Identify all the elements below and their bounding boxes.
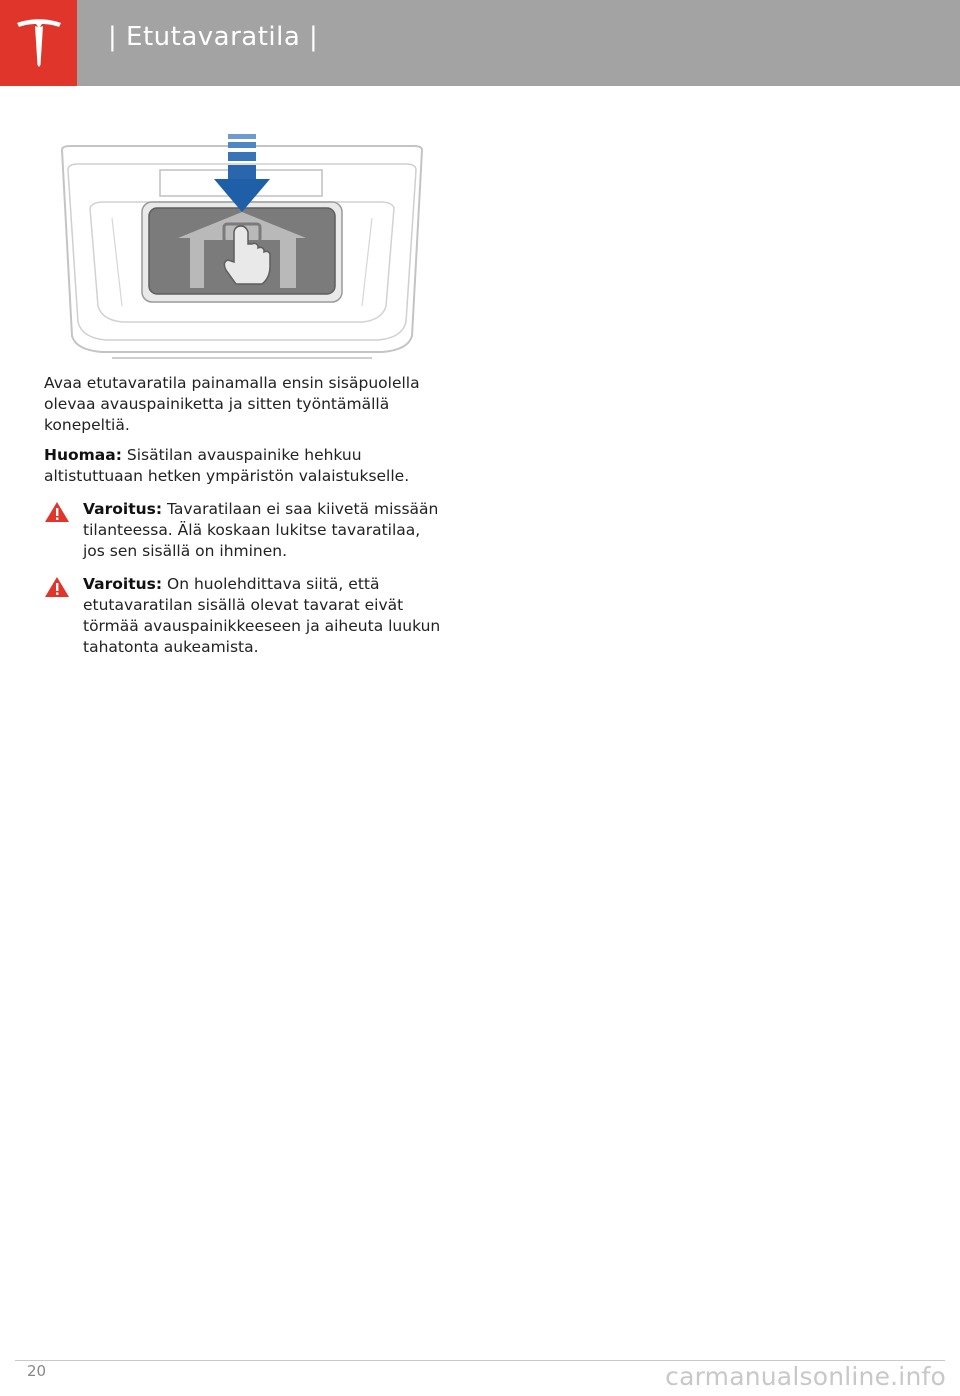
- logo-box: [0, 0, 77, 86]
- intro-paragraph: Avaa etutavaratila painamalla ensin sisäpuolella olevaa avauspainiketta ja sitten työntämällä konepeltiä.: [44, 374, 420, 434]
- page-number: 20: [27, 1362, 47, 1380]
- warning-block: [44, 499, 444, 562]
- warning-block: [44, 574, 444, 658]
- page-header: [0, 0, 960, 86]
- note-label: Huomaa:: [44, 446, 122, 464]
- warning-label: Varoitus:: [83, 500, 163, 518]
- note-text: Sisätilan avauspainike hehkuu altistuttuaan hetken ympäristön valaistukselle.: [44, 446, 410, 485]
- warning-triangle-icon: [44, 501, 70, 523]
- tesla-logo-icon: [14, 17, 64, 69]
- main-content: [44, 373, 444, 670]
- warning-text: Tavaratilaan ei saa kiivetä missään tilanteessa. Älä koskaan lukitse tavaratilaa, jos sen sisällä on ihminen.: [83, 500, 439, 560]
- warning-text: On huolehdittava siitä, että etutavaratilan sisällä olevat tavarat eivät törmää avauspainikkeeseen ja aiheuta luukun tahatonta aukeamista.: [83, 575, 441, 656]
- watermark: carmanualsonline.info: [665, 1362, 946, 1391]
- frunk-release-button-icon: [52, 128, 432, 364]
- warning-label: Varoitus:: [83, 575, 163, 593]
- footer-divider: [15, 1360, 945, 1361]
- page-title: | Etutavaratila |: [108, 22, 319, 52]
- warning-triangle-icon: [44, 576, 70, 598]
- note-paragraph: [44, 445, 444, 487]
